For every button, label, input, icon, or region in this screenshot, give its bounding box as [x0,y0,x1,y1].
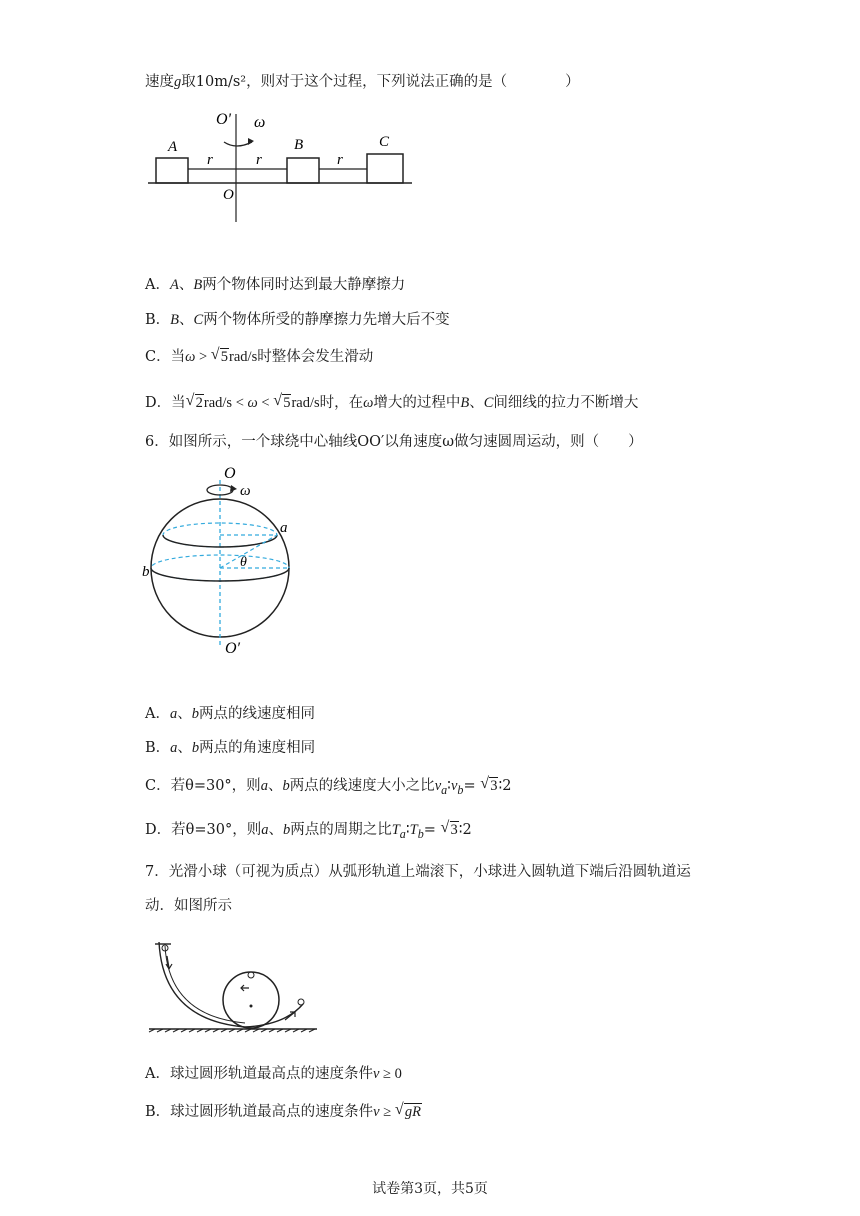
block-b [287,158,319,183]
q5-label-c: C [379,134,390,150]
q7-stem-line2: 动．如图所示 [145,898,232,914]
q5-option-c[interactable]: C．当ω > √ 5rad/s时整体会发生滑动 [145,347,373,367]
q6-option-a[interactable]: A．a、b两点的线速度相同 [145,706,315,722]
q7-option-a[interactable]: A．球过圆形轨道最高点的速度条件v ≥ 0 [145,1066,402,1082]
sqrt-symbol: √ 5 [211,347,229,367]
q6-option-c[interactable]: C．若θ=30°，则a、b两点的线速度大小之比$v_a∶v_b=$ √ 3∶2 [145,776,511,800]
q6-option-d[interactable]: D．若θ=30°，则a、b两点的周期之比$T_a∶T_b=$ √ 3∶2 [145,820,472,844]
q6-stem: 6．如图所示，一个球绕中心轴线OO′以角速度ω做匀速圆周运动，则（ ） [145,434,643,450]
q6-sphere-svg [142,462,302,662]
sqrt-symbol: √ 2 [186,393,204,413]
q5-label-r2: r [256,152,262,168]
q7-track-svg [145,932,325,1042]
q5-label-o: O [223,187,234,203]
block-a [156,158,188,183]
q5-stem [145,72,580,92]
q6-label-b: b [142,564,150,580]
q5-g-var: g [174,74,182,90]
q5-label-r1: r [207,152,213,168]
sqrt-symbol: √ 3 [480,776,498,796]
q5-option-d[interactable]: D．当√ 2rad/s < ω < √ 5rad/s时，在ω增大的过程中B、C间细线的拉力不断增大 [145,393,638,413]
sqrt-symbol: √ 5 [273,393,291,413]
q5-label-a: A [168,139,178,155]
block-c [367,154,403,183]
sqrt-symbol: √ 3 [441,820,459,840]
q5-stem-prefix: 速度 [145,74,174,90]
q6-label-oprime: O′ [225,640,241,657]
sqrt-symbol: √ gR [395,1102,422,1122]
q6-option-b[interactable]: B．a、b两点的角速度相同 [145,740,316,756]
q7-figure [145,932,325,1046]
q5-label-omega: ω [254,114,266,131]
q5-label-oprime: O' [216,111,231,128]
q6-label-o: O [224,465,236,482]
q5-label-b: B [294,137,304,153]
q5-option-b[interactable]: B．B、C两个物体所受的静摩擦力先增大后不变 [145,312,450,328]
q7-stem-line1: 7．光滑小球（可视为质点）从弧形轨道上端滚下，小球进入圆轨道下端后沿圆轨道运 [145,864,691,880]
q6-label-theta: θ [240,555,247,570]
q7-option-b[interactable]: B．球过圆形轨道最高点的速度条件v ≥ √ gR [145,1102,422,1122]
q6-label-omega: ω [240,483,251,499]
q6-figure [142,462,302,666]
q5-figure-svg [140,102,430,227]
q5-option-a[interactable]: A．A、B两个物体同时达到最大静摩擦力 [145,277,406,293]
q5-figure [140,102,430,231]
q6-label-a: a [280,520,288,536]
page-footer: 试卷第3页，共5页 [372,1181,488,1197]
q5-stem-suffix: 取10m/s²，则对于这个过程，下列说法正确的是（ ） [181,74,580,90]
rotation-arrow-icon [224,142,252,146]
q5-label-r3: r [337,152,343,168]
